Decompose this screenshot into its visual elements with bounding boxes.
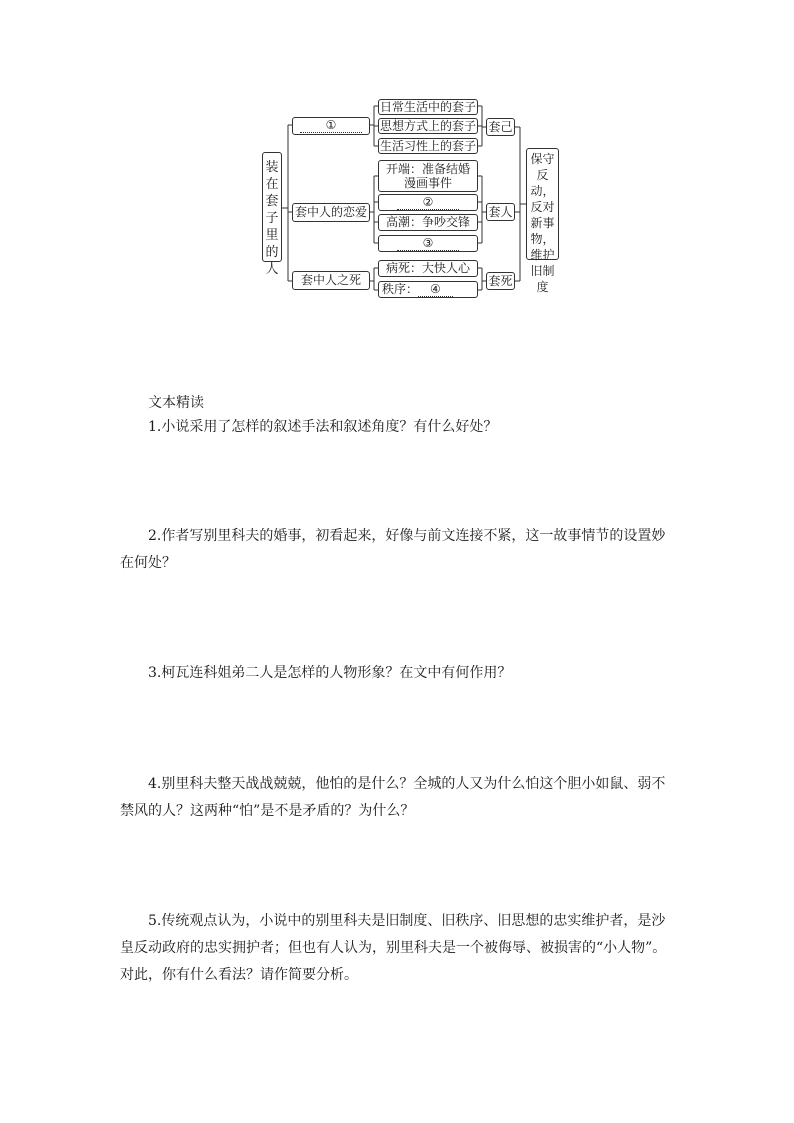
- question-5: 5.传统观点认为，小说中的别里科夫是旧制度、旧秩序、旧思想的忠实维护者，是沙皇反动政府的忠实拥护者；但也有人认为，别里科夫是一个被侮辱、被损害的“小人物”。对此，你有什么看法？请作简要分析。: [120, 913, 667, 983]
- group-death: [486, 272, 515, 290]
- leaf-illness-label: 病死：大快人心: [385, 261, 470, 275]
- group-self-label: 套己: [488, 120, 513, 134]
- leaf-daily-label: 日常生活中的套子: [379, 100, 476, 114]
- group-self: [486, 118, 515, 136]
- section-title: 文本精读: [148, 395, 204, 411]
- leaf-climax: [378, 214, 478, 231]
- leaf-blank-3: [378, 235, 478, 252]
- question-1: 1.小说采用了怎样的叙述手法和叙述角度？有什么好处？: [148, 419, 498, 435]
- branch-1-blank: ①: [300, 118, 363, 133]
- group-death-label: 套死: [488, 274, 513, 288]
- leaf-blank-4-label: ④: [418, 282, 453, 297]
- group-others-label: 套人: [488, 205, 513, 219]
- mind-map: [0, 0, 794, 320]
- leaf-blank-3-label: ③: [397, 236, 460, 251]
- leaf-thought-label: 思想方式上的套子: [379, 119, 476, 133]
- root-label: 装在套子里的人: [265, 160, 279, 277]
- root-node: [262, 152, 282, 277]
- leaf-start: [378, 160, 478, 192]
- leaf-habit-label: 生活习性上的套子: [379, 139, 476, 153]
- group-others: [486, 203, 515, 221]
- leaf-order: [378, 281, 478, 298]
- branch-2-label: 套中人的恋爱: [294, 205, 367, 219]
- leaf-blank-2-label: ②: [397, 195, 460, 210]
- leaf-order-prefix: 秩序：: [382, 282, 419, 296]
- question-2: 2.作者写别里科夫的婚事，初看起来，好像与前文连接不紧，这一故事情节的设置妙在何处？: [120, 528, 666, 571]
- leaf-climax-label: 高潮：争吵交锋: [385, 215, 470, 229]
- leaf-thought: [378, 118, 478, 134]
- leaf-blank-2: [378, 194, 478, 211]
- branch-3-node: [292, 271, 370, 290]
- conclusion-node: [526, 148, 559, 294]
- question-4: 4.别里科夫整天战战兢兢，他怕的是什么？全城的人又为什么怕这个胆小如鼠、弱不禁风的人？这两种“怕”是不是矛盾的？为什么？: [120, 776, 666, 819]
- leaf-habit: [378, 138, 478, 154]
- branch-1-node: [292, 117, 370, 135]
- leaf-daily: [378, 99, 478, 115]
- leaf-illness: [378, 260, 478, 277]
- conclusion-label: 保守反动，反对新事物，维护旧制度: [530, 152, 555, 294]
- branch-2-node: [292, 203, 370, 222]
- branch-3-label: 套中人之死: [300, 273, 361, 287]
- question-3: 3.柯瓦连科姐弟二人是怎样的人物形象？在文中有何作用？: [148, 665, 512, 681]
- leaf-start-label: 开端：准备结婚漫画事件: [385, 162, 470, 190]
